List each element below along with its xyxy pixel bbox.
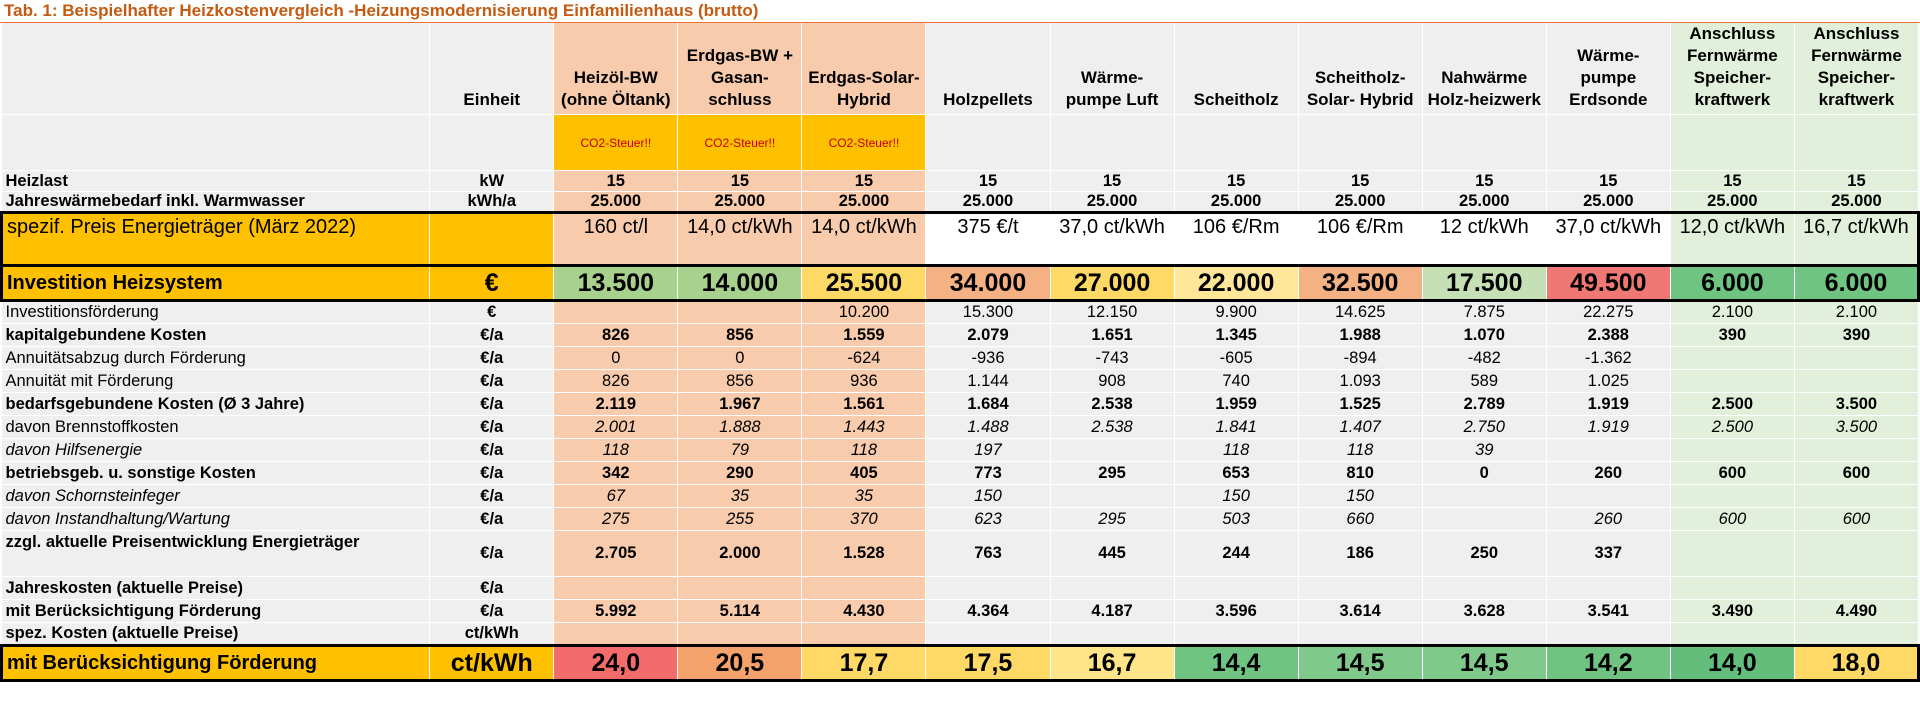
- value-cell: 1.959: [1174, 393, 1298, 416]
- value-cell: 623: [926, 508, 1050, 531]
- value-cell: 12 ct/kWh: [1422, 213, 1546, 266]
- value-cell: 15: [1546, 171, 1670, 192]
- column-header: Heizöl-BW (ohne Öltank): [554, 23, 678, 115]
- value-cell: 15: [1422, 171, 1546, 192]
- value-cell: 15: [1050, 171, 1174, 192]
- value-cell: 1.919: [1546, 416, 1670, 439]
- row-spezkosten: [2, 623, 1919, 646]
- value-cell: 740: [1174, 370, 1298, 393]
- value-cell: 186: [1298, 531, 1422, 577]
- value-cell: 14,0 ct/kWh: [802, 213, 926, 266]
- value-cell: 150: [1174, 485, 1298, 508]
- value-cell: [678, 301, 802, 324]
- value-cell: 2.000: [678, 531, 802, 577]
- value-cell: 2.079: [926, 324, 1050, 347]
- value-cell: 3.490: [1670, 600, 1794, 623]
- value-cell: 908: [1050, 370, 1174, 393]
- value-cell: 255: [678, 508, 802, 531]
- value-cell: [1050, 485, 1174, 508]
- value-cell: 1.525: [1298, 393, 1422, 416]
- row-label: mit Berücksichtigung Förderung: [2, 646, 430, 681]
- row-wartung: [2, 508, 1919, 531]
- value-cell: 14,0: [1670, 646, 1794, 681]
- value-cell: 2.119: [554, 393, 678, 416]
- value-cell: 3.500: [1794, 416, 1918, 439]
- value-cell: [1794, 370, 1918, 393]
- value-cell: [1794, 439, 1918, 462]
- value-cell: 25.000: [1794, 192, 1918, 213]
- value-cell: 2.001: [554, 416, 678, 439]
- row-kapital: [2, 324, 1919, 347]
- value-cell: [1422, 623, 1546, 646]
- heating-cost-table: [0, 23, 1920, 682]
- value-cell: 810: [1298, 462, 1422, 485]
- value-cell: 503: [1174, 508, 1298, 531]
- value-cell: 106 €/Rm: [1298, 213, 1422, 266]
- value-cell: [1050, 577, 1174, 600]
- value-cell: [1794, 485, 1918, 508]
- row-spezkosten_f: [2, 646, 1919, 681]
- value-cell: 13.500: [554, 266, 678, 301]
- row-unit: €/a: [430, 439, 554, 462]
- value-cell: -936: [926, 347, 1050, 370]
- value-cell: 15: [926, 171, 1050, 192]
- value-cell: 15: [1670, 171, 1794, 192]
- row-label: Heizlast: [2, 171, 430, 192]
- value-cell: 3.614: [1298, 600, 1422, 623]
- column-header: Anschluss Fernwärme Speicher-kraftwerk: [1794, 23, 1918, 115]
- value-cell: [1298, 577, 1422, 600]
- value-cell: [926, 577, 1050, 600]
- value-cell: 0: [678, 347, 802, 370]
- value-cell: [1546, 577, 1670, 600]
- co2-note: [1422, 115, 1546, 171]
- value-cell: 600: [1670, 508, 1794, 531]
- value-cell: 32.500: [1298, 266, 1422, 301]
- row-unit: €/a: [430, 531, 554, 577]
- value-cell: 4.364: [926, 600, 1050, 623]
- value-cell: 15: [1174, 171, 1298, 192]
- column-header: Wärme-pumpe Erdsonde: [1546, 23, 1670, 115]
- value-cell: -743: [1050, 347, 1174, 370]
- value-cell: 5.114: [678, 600, 802, 623]
- row-unit: kW: [430, 171, 554, 192]
- value-cell: 290: [678, 462, 802, 485]
- row-unit: €/a: [430, 416, 554, 439]
- row-unit: €: [430, 266, 554, 301]
- column-header: Scheitholz: [1174, 23, 1298, 115]
- value-cell: 600: [1794, 508, 1918, 531]
- column-header: Scheitholz-Solar- Hybrid: [1298, 23, 1422, 115]
- value-cell: 1.841: [1174, 416, 1298, 439]
- value-cell: 826: [554, 370, 678, 393]
- value-cell: 2.705: [554, 531, 678, 577]
- value-cell: 1.559: [802, 324, 926, 347]
- value-cell: [1546, 485, 1670, 508]
- value-cell: [1794, 577, 1918, 600]
- value-cell: 12.150: [1050, 301, 1174, 324]
- row-annuitaet: [2, 370, 1919, 393]
- value-cell: 118: [1174, 439, 1298, 462]
- value-cell: 3.628: [1422, 600, 1546, 623]
- co2-note: CO2-Steuer!!: [554, 115, 678, 171]
- value-cell: [1422, 508, 1546, 531]
- value-cell: [1422, 577, 1546, 600]
- value-cell: 275: [554, 508, 678, 531]
- value-cell: 0: [554, 347, 678, 370]
- value-cell: 25.000: [1050, 192, 1174, 213]
- co2-label-cell: [2, 115, 430, 171]
- value-cell: [926, 623, 1050, 646]
- row-brennstoff: [2, 416, 1919, 439]
- value-cell: 20,5: [678, 646, 802, 681]
- header-label-cell: [2, 23, 430, 115]
- value-cell: 118: [554, 439, 678, 462]
- value-cell: 25.000: [926, 192, 1050, 213]
- value-cell: [1670, 347, 1794, 370]
- value-cell: 2.100: [1670, 301, 1794, 324]
- value-cell: [1670, 577, 1794, 600]
- row-label: Investition Heizsystem: [2, 266, 430, 301]
- value-cell: 773: [926, 462, 1050, 485]
- value-cell: [1174, 623, 1298, 646]
- value-cell: 1.025: [1546, 370, 1670, 393]
- value-cell: 14,5: [1298, 646, 1422, 681]
- value-cell: [1050, 439, 1174, 462]
- value-cell: 763: [926, 531, 1050, 577]
- value-cell: 342: [554, 462, 678, 485]
- value-cell: 405: [802, 462, 926, 485]
- value-cell: [1670, 439, 1794, 462]
- row-betrieb: [2, 462, 1919, 485]
- value-cell: -605: [1174, 347, 1298, 370]
- value-cell: 295: [1050, 462, 1174, 485]
- value-cell: 936: [802, 370, 926, 393]
- value-cell: 25.000: [802, 192, 926, 213]
- row-unit: kWh/a: [430, 192, 554, 213]
- value-cell: 589: [1422, 370, 1546, 393]
- value-cell: 34.000: [926, 266, 1050, 301]
- value-cell: 1.093: [1298, 370, 1422, 393]
- row-preis: [2, 213, 1919, 266]
- value-cell: [678, 577, 802, 600]
- value-cell: 1.561: [802, 393, 926, 416]
- row-heizlast: [2, 171, 1919, 192]
- value-cell: 14,4: [1174, 646, 1298, 681]
- value-cell: 260: [1546, 462, 1670, 485]
- co2-note: [926, 115, 1050, 171]
- value-cell: 856: [678, 324, 802, 347]
- value-cell: [1298, 623, 1422, 646]
- value-cell: -624: [802, 347, 926, 370]
- co2-row: [2, 115, 1919, 171]
- row-label: spezif. Preis Energieträger (März 2022): [2, 213, 430, 266]
- value-cell: 1.684: [926, 393, 1050, 416]
- value-cell: [1050, 623, 1174, 646]
- value-cell: [1670, 623, 1794, 646]
- co2-note: [1298, 115, 1422, 171]
- value-cell: 15: [1298, 171, 1422, 192]
- value-cell: 16,7: [1050, 646, 1174, 681]
- value-cell: 24,0: [554, 646, 678, 681]
- table-title: Tab. 1: Beispielhafter Heizkostenvergleich -Heizungsmodernisierung Einfamilienhaus (brutto): [4, 1, 759, 20]
- value-cell: 25.000: [1298, 192, 1422, 213]
- value-cell: 150: [1298, 485, 1422, 508]
- value-cell: 16,7 ct/kWh: [1794, 213, 1918, 266]
- co2-note: [1546, 115, 1670, 171]
- value-cell: 14,0 ct/kWh: [678, 213, 802, 266]
- value-cell: 15: [554, 171, 678, 192]
- value-cell: 1.528: [802, 531, 926, 577]
- value-cell: 250: [1422, 531, 1546, 577]
- value-cell: 370: [802, 508, 926, 531]
- row-schornstein: [2, 485, 1919, 508]
- value-cell: 25.000: [1670, 192, 1794, 213]
- co2-note: CO2-Steuer!!: [802, 115, 926, 171]
- value-cell: 9.900: [1174, 301, 1298, 324]
- value-cell: 3.500: [1794, 393, 1918, 416]
- value-cell: 2.388: [1546, 324, 1670, 347]
- value-cell: 1.651: [1050, 324, 1174, 347]
- row-jahreskosten_f: [2, 600, 1919, 623]
- value-cell: 1.345: [1174, 324, 1298, 347]
- value-cell: 2.100: [1794, 301, 1918, 324]
- value-cell: 15: [1794, 171, 1918, 192]
- row-label: Jahreskosten (aktuelle Preise): [2, 577, 430, 600]
- value-cell: 600: [1794, 462, 1918, 485]
- row-unit: €/a: [430, 324, 554, 347]
- value-cell: 1.888: [678, 416, 802, 439]
- row-label: Investitionsförderung: [2, 301, 430, 324]
- row-investition: [2, 266, 1919, 301]
- value-cell: -894: [1298, 347, 1422, 370]
- row-label: spez. Kosten (aktuelle Preise): [2, 623, 430, 646]
- row-unit: €/a: [430, 462, 554, 485]
- row-label: davon Brennstoffkosten: [2, 416, 430, 439]
- row-unit: €/a: [430, 508, 554, 531]
- value-cell: [1794, 531, 1918, 577]
- value-cell: 6.000: [1670, 266, 1794, 301]
- value-cell: 10.200: [802, 301, 926, 324]
- value-cell: 2.538: [1050, 393, 1174, 416]
- value-cell: [554, 301, 678, 324]
- value-cell: 27.000: [1050, 266, 1174, 301]
- value-cell: 25.000: [554, 192, 678, 213]
- value-cell: [1670, 370, 1794, 393]
- row-unit: ct/kWh: [430, 623, 554, 646]
- value-cell: -1.362: [1546, 347, 1670, 370]
- co2-note: [1050, 115, 1174, 171]
- row-hilfsenergie: [2, 439, 1919, 462]
- value-cell: [1794, 347, 1918, 370]
- value-cell: 15: [802, 171, 926, 192]
- value-cell: [1422, 485, 1546, 508]
- value-cell: [1546, 623, 1670, 646]
- value-cell: 1.407: [1298, 416, 1422, 439]
- row-label: davon Schornsteinfeger: [2, 485, 430, 508]
- row-unit: €/a: [430, 393, 554, 416]
- value-cell: 1.919: [1546, 393, 1670, 416]
- value-cell: 375 €/t: [926, 213, 1050, 266]
- value-cell: 2.538: [1050, 416, 1174, 439]
- value-cell: 17,7: [802, 646, 926, 681]
- value-cell: 445: [1050, 531, 1174, 577]
- value-cell: 2.789: [1422, 393, 1546, 416]
- value-cell: 295: [1050, 508, 1174, 531]
- row-unit: €/a: [430, 370, 554, 393]
- row-label: davon Hilfsenergie: [2, 439, 430, 462]
- value-cell: 1.144: [926, 370, 1050, 393]
- co2-note: [1670, 115, 1794, 171]
- row-unit: €/a: [430, 347, 554, 370]
- value-cell: 49.500: [1546, 266, 1670, 301]
- value-cell: 118: [802, 439, 926, 462]
- co2-note: CO2-Steuer!!: [678, 115, 802, 171]
- value-cell: 244: [1174, 531, 1298, 577]
- column-header: Nahwärme Holz-heizwerk: [1422, 23, 1546, 115]
- row-label: kapitalgebundene Kosten: [2, 324, 430, 347]
- value-cell: 1.070: [1422, 324, 1546, 347]
- value-cell: 39: [1422, 439, 1546, 462]
- value-cell: 4.490: [1794, 600, 1918, 623]
- column-header: Erdgas-Solar- Hybrid: [802, 23, 926, 115]
- header-row: [2, 23, 1919, 115]
- value-cell: 118: [1298, 439, 1422, 462]
- row-label: mit Berücksichtigung Förderung: [2, 600, 430, 623]
- row-jahreswaerme: [2, 192, 1919, 213]
- value-cell: 2.500: [1670, 416, 1794, 439]
- value-cell: 7.875: [1422, 301, 1546, 324]
- value-cell: 14,5: [1422, 646, 1546, 681]
- value-cell: 390: [1670, 324, 1794, 347]
- value-cell: 260: [1546, 508, 1670, 531]
- value-cell: [678, 623, 802, 646]
- row-unit: €/a: [430, 577, 554, 600]
- row-jahreskosten: [2, 577, 1919, 600]
- value-cell: -482: [1422, 347, 1546, 370]
- co2-unit-cell: [430, 115, 554, 171]
- value-cell: 14.625: [1298, 301, 1422, 324]
- value-cell: 17,5: [926, 646, 1050, 681]
- row-bedarf: [2, 393, 1919, 416]
- value-cell: 25.000: [1422, 192, 1546, 213]
- value-cell: 25.000: [1174, 192, 1298, 213]
- value-cell: 150: [926, 485, 1050, 508]
- value-cell: 2.750: [1422, 416, 1546, 439]
- row-label: davon Instandhaltung/Wartung: [2, 508, 430, 531]
- value-cell: [1174, 577, 1298, 600]
- value-cell: 600: [1670, 462, 1794, 485]
- value-cell: 37,0 ct/kWh: [1546, 213, 1670, 266]
- co2-note: [1794, 115, 1918, 171]
- row-label: Annuitätsabzug durch Förderung: [2, 347, 430, 370]
- value-cell: 37,0 ct/kWh: [1050, 213, 1174, 266]
- value-cell: 826: [554, 324, 678, 347]
- value-cell: 0: [1422, 462, 1546, 485]
- column-header: Erdgas-BW + Gasan-schluss: [678, 23, 802, 115]
- value-cell: 35: [802, 485, 926, 508]
- value-cell: 79: [678, 439, 802, 462]
- value-cell: 5.992: [554, 600, 678, 623]
- value-cell: 15: [678, 171, 802, 192]
- row-label: betriebsgeb. u. sonstige Kosten: [2, 462, 430, 485]
- row-label: Jahreswärmebedarf inkl. Warmwasser: [2, 192, 430, 213]
- value-cell: 25.000: [1546, 192, 1670, 213]
- value-cell: 67: [554, 485, 678, 508]
- value-cell: 22.275: [1546, 301, 1670, 324]
- value-cell: [1670, 531, 1794, 577]
- column-header: Holzpellets: [926, 23, 1050, 115]
- value-cell: 106 €/Rm: [1174, 213, 1298, 266]
- value-cell: [802, 623, 926, 646]
- value-cell: [1670, 485, 1794, 508]
- value-cell: 1.967: [678, 393, 802, 416]
- value-cell: 25.000: [678, 192, 802, 213]
- value-cell: 12,0 ct/kWh: [1670, 213, 1794, 266]
- value-cell: [554, 623, 678, 646]
- column-header: Wärme-pumpe Luft: [1050, 23, 1174, 115]
- value-cell: 4.430: [802, 600, 926, 623]
- row-unit: [430, 213, 554, 266]
- row-preisentw: [2, 531, 1919, 577]
- co2-note: [1174, 115, 1298, 171]
- value-cell: 15.300: [926, 301, 1050, 324]
- value-cell: [1546, 439, 1670, 462]
- value-cell: 4.187: [1050, 600, 1174, 623]
- value-cell: 856: [678, 370, 802, 393]
- value-cell: 25.500: [802, 266, 926, 301]
- value-cell: 35: [678, 485, 802, 508]
- row-foerderung: [2, 301, 1919, 324]
- value-cell: 1.488: [926, 416, 1050, 439]
- row-label: Annuität mit Förderung: [2, 370, 430, 393]
- row-unit: ct/kWh: [430, 646, 554, 681]
- value-cell: 660: [1298, 508, 1422, 531]
- row-label: zzgl. aktuelle Preisentwicklung Energieträger: [2, 531, 430, 577]
- value-cell: 3.541: [1546, 600, 1670, 623]
- value-cell: 1.443: [802, 416, 926, 439]
- row-unit: €/a: [430, 485, 554, 508]
- value-cell: 1.988: [1298, 324, 1422, 347]
- column-header: Anschluss Fernwärme Speicher-kraftwerk: [1670, 23, 1794, 115]
- value-cell: 2.500: [1670, 393, 1794, 416]
- value-cell: [802, 577, 926, 600]
- header-unit: Einheit: [430, 23, 554, 115]
- value-cell: 14,2: [1546, 646, 1670, 681]
- value-cell: 197: [926, 439, 1050, 462]
- value-cell: 14.000: [678, 266, 802, 301]
- value-cell: [554, 577, 678, 600]
- value-cell: 22.000: [1174, 266, 1298, 301]
- value-cell: 160 ct/l: [554, 213, 678, 266]
- value-cell: 6.000: [1794, 266, 1918, 301]
- row-annuitaetsabzug: [2, 347, 1919, 370]
- value-cell: 18,0: [1794, 646, 1918, 681]
- row-unit: €/a: [430, 600, 554, 623]
- value-cell: 17.500: [1422, 266, 1546, 301]
- value-cell: 653: [1174, 462, 1298, 485]
- value-cell: [1794, 623, 1918, 646]
- value-cell: 3.596: [1174, 600, 1298, 623]
- value-cell: 390: [1794, 324, 1918, 347]
- row-label: bedarfsgebundene Kosten (Ø 3 Jahre): [2, 393, 430, 416]
- row-unit: €: [430, 301, 554, 324]
- value-cell: 337: [1546, 531, 1670, 577]
